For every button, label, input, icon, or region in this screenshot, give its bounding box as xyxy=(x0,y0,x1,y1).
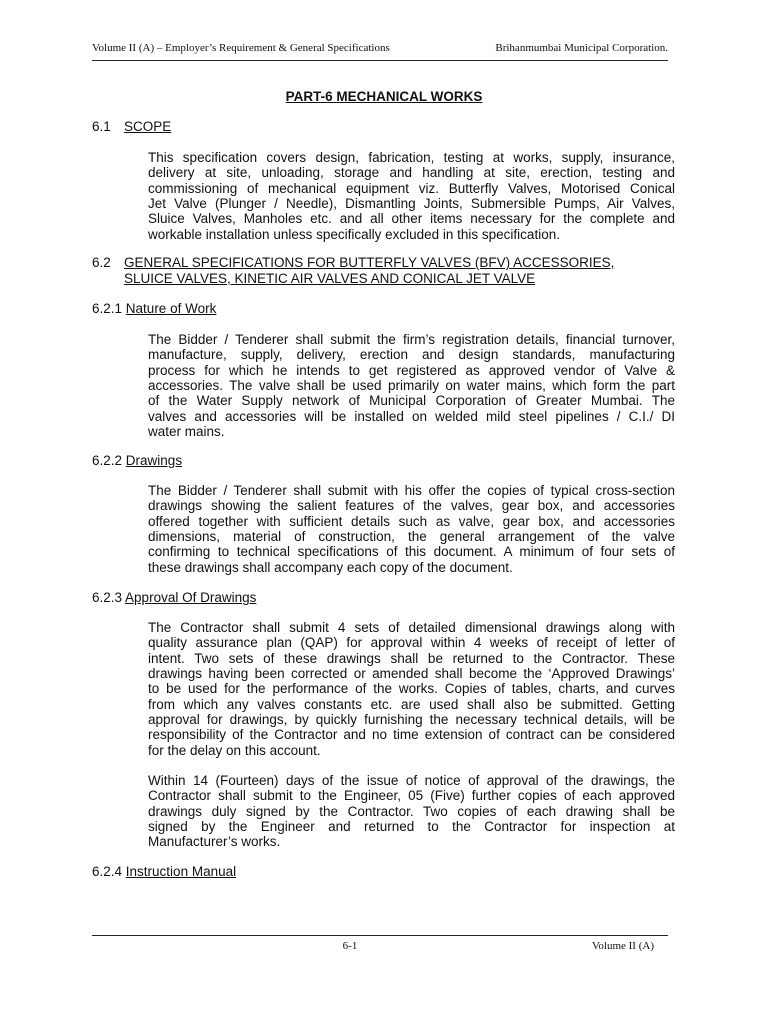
paragraph-line: workable installation unless specifically excluded in this specification. xyxy=(148,226,560,242)
paragraph-line: dimensions, material of construction, the general arrangement of the valve xyxy=(148,529,675,545)
page-title: PART-6 MECHANICAL WORKS xyxy=(285,89,483,104)
paragraph-line: Within 14 (Fourteen) days of the issue of notice of approval of the drawings, the xyxy=(148,773,675,788)
paragraph-line: process for which he intends to get registered as approved vendor of Valve & xyxy=(148,362,675,378)
paragraph-line: Sluice Valves, Manholes etc. and all other items necessary for the complete and xyxy=(148,211,675,227)
paragraph-line: quality assurance plan (QAP) for approval within 4 weeks of receipt of letter of xyxy=(148,635,675,651)
section-6-1-paragraph xyxy=(148,150,675,242)
header-rule xyxy=(92,60,668,61)
header-right: Brihanmumbai Municipal Corporation. xyxy=(495,42,668,54)
paragraph-line: for the delay on this account. xyxy=(148,742,321,758)
section-number: 6.2.1 xyxy=(92,301,123,316)
section-title: GENERAL SPECIFICATIONS FOR BUTTERFLY VALVES (BFV) ACCESSORIES, xyxy=(124,255,615,270)
section-number: 6.2.3 xyxy=(92,590,123,605)
paragraph-line: The Bidder / Tenderer shall submit the firm’s registration details, financial turnover, xyxy=(148,332,675,347)
paragraph-line: water mains. xyxy=(148,424,225,440)
section-6-2-heading-cont xyxy=(92,271,535,287)
footer-volume: Volume II (A) xyxy=(591,940,654,952)
paragraph-line: of the Water Supply network of Municipal Corporation of Greater Mumbai. The xyxy=(148,393,675,409)
paragraph-line: these drawings shall accompany each copy of the document. xyxy=(148,559,513,575)
paragraph-line: from which any valves constants etc. are used shall also be submitted. Getting xyxy=(148,696,675,712)
paragraph-line: drawings duly signed by the Contractor. Two copies of each drawing shall be xyxy=(148,803,675,819)
section-title: Instruction Manual xyxy=(125,864,237,879)
paragraph-line: commissioning of mechanical equipment viz. Butterfly Valves, Motorised Conical xyxy=(148,180,675,196)
section-number: 6.2.4 xyxy=(92,864,123,879)
section-number: 6.1 xyxy=(92,119,111,134)
paragraph-line: Contractor shall submit to the Engineer, 05 (Five) further copies of each approved xyxy=(148,788,675,804)
section-6-2-heading xyxy=(92,255,614,271)
section-6-2-1-paragraph xyxy=(148,332,675,439)
paragraph-line: The Contractor shall submit 4 sets of detailed dimensional drawings along with xyxy=(148,620,675,635)
paragraph-line: to be used for the performance of the works. Copies of tables, charts, and curves xyxy=(148,681,675,697)
section-title-continued: SLUICE VALVES, KINETIC AIR VALVES AND CONICAL JET VALVE xyxy=(124,271,536,286)
paragraph-line: delivery at site, unloading, storage and handling at site, erection, testing and xyxy=(148,165,675,181)
section-number: 6.2 xyxy=(92,255,111,270)
header-left: Volume II (A) – Employer’s Requirement & General Specifications xyxy=(92,42,390,54)
paragraph-line: drawings showing the salient features of the valves, gear box, and accessories xyxy=(148,498,675,514)
paragraph-line: accessories. The valve shall be used primarily on water mains, which form the part xyxy=(148,378,675,394)
paragraph-line: Manufacturer’s works. xyxy=(148,834,281,850)
section-title: SCOPE xyxy=(124,119,172,134)
paragraph-line: This specification covers design, fabrication, testing at works, supply, insurance, xyxy=(148,150,675,165)
page-header xyxy=(92,42,668,54)
paragraph-line: drawings having been corrected or amended shall become the ‘Approved Drawings’ xyxy=(148,666,675,682)
paragraph-line: offered together with sufficient details such as valve, gear box, and accessories xyxy=(148,513,675,529)
section-6-2-1-heading xyxy=(92,301,216,317)
section-title: Nature of Work xyxy=(125,301,217,316)
footer-rule xyxy=(92,935,668,936)
paragraph-line: Jet Valve (Plunger / Needle), Dismantling Joints, Submersible Pumps, Air Valves, xyxy=(148,196,675,212)
paragraph-line: valves and accessories will be installed on welded mild steel pipelines / C.I./ DI xyxy=(148,408,675,424)
section-number: 6.2.2 xyxy=(92,453,123,468)
section-6-2-2-paragraph xyxy=(148,483,675,575)
section-6-2-4-heading xyxy=(92,864,236,880)
paragraph-line: responsibility of the Contractor and no time extension of contract can be considered xyxy=(148,727,675,743)
paragraph-line: approval for drawings, by quickly furnishing the necessary technical details, will be xyxy=(148,712,675,728)
page-number: 6-1 xyxy=(342,940,358,952)
section-6-2-3-paragraph-2 xyxy=(148,773,675,850)
paragraph-line: manufacture, supply, delivery, erection and design standards, manufacturing xyxy=(148,347,675,363)
paragraph-line: signed by the Engineer and returned to the Contractor for inspection at xyxy=(148,819,675,835)
paragraph-line: The Bidder / Tenderer shall submit with his offer the copies of typical cross-section xyxy=(148,483,675,498)
section-6-2-3-heading xyxy=(92,590,256,606)
section-title: Drawings xyxy=(125,453,183,468)
paragraph-line: confirming to technical specifications of this document. A minimum of four sets of xyxy=(148,544,675,560)
section-6-1-heading xyxy=(92,119,171,135)
section-6-2-3-paragraph-1 xyxy=(148,620,675,758)
section-6-2-2-heading xyxy=(92,453,182,469)
section-title: Approval Of Drawings xyxy=(125,590,257,605)
paragraph-line: intent. Two sets of these drawings shall be returned to the Contractor. These xyxy=(148,650,675,666)
